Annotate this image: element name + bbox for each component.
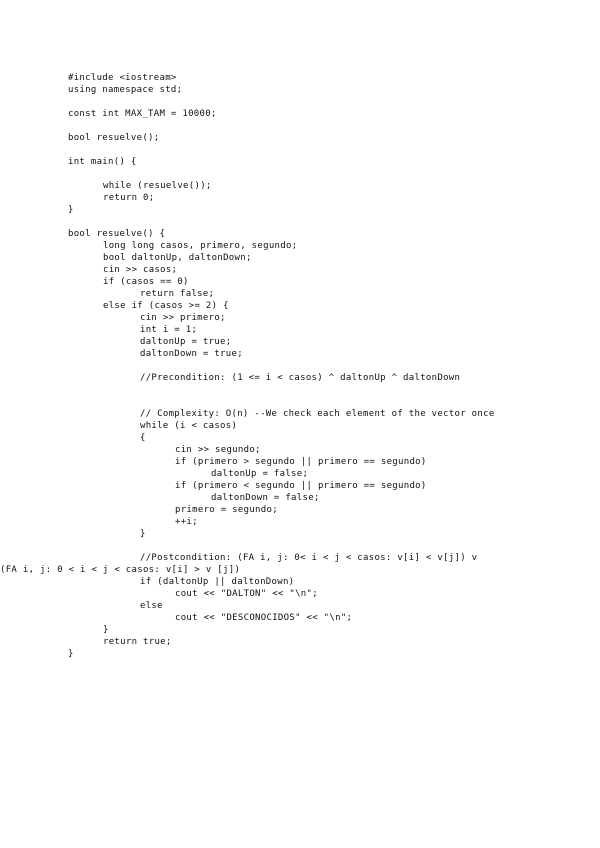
code-line: daltonDown = true; xyxy=(140,349,243,359)
code-line: } xyxy=(68,205,74,215)
code-line: #include <iostream> xyxy=(68,73,177,83)
code-line xyxy=(68,384,568,396)
code-line: while (i < casos) xyxy=(140,421,238,431)
code-line: int i = 1; xyxy=(140,325,198,335)
code-line xyxy=(68,144,568,156)
code-line: //Precondition: (1 <= i < casos) ^ daltonUp ^ daltonDown xyxy=(140,373,461,383)
code-line: return 0; xyxy=(103,193,155,203)
code-line: primero = segundo; xyxy=(175,505,278,515)
code-line xyxy=(68,360,568,372)
code-line: return false; xyxy=(140,289,215,299)
code-line: int main() { xyxy=(68,157,137,167)
code-line: } xyxy=(140,529,146,539)
code-line xyxy=(68,540,568,552)
code-line: // Complexity: O(n) --We check each element of the vector once xyxy=(140,409,495,419)
code-line: if (daltonUp || daltonDown) xyxy=(140,577,295,587)
code-line: //Postcondition: (FA i, j: 0< i < j < casos: v[i] < v[j]) v xyxy=(140,553,478,563)
code-line: if (casos == 0) xyxy=(103,277,189,287)
code-line: daltonDown = false; xyxy=(211,493,320,503)
code-line xyxy=(68,396,568,408)
code-line: daltonUp = false; xyxy=(211,469,309,479)
code-listing xyxy=(0,72,568,660)
code-line: bool daltonUp, daltonDown; xyxy=(103,253,252,263)
code-line: else xyxy=(140,601,163,611)
code-line: long long casos, primero, segundo; xyxy=(103,241,298,251)
code-line: using namespace std; xyxy=(68,85,183,95)
code-line: cin >> primero; xyxy=(140,313,226,323)
code-line: return true; xyxy=(103,637,172,647)
code-line xyxy=(68,168,568,180)
code-line: const int MAX_TAM = 10000; xyxy=(68,109,217,119)
code-line: else if (casos >= 2) { xyxy=(103,301,229,311)
code-line: { xyxy=(140,433,146,443)
code-line: bool resuelve(); xyxy=(68,133,160,143)
code-line: (FA i, j: 0 < i < j < casos: v[i] > v [j]) xyxy=(0,565,241,575)
code-line: cin >> casos; xyxy=(103,265,178,275)
code-line: cin >> segundo; xyxy=(175,445,261,455)
code-line: } xyxy=(68,649,74,659)
code-line: if (primero < segundo || primero == segundo) xyxy=(175,481,427,491)
code-line: daltonUp = true; xyxy=(140,337,232,347)
code-line xyxy=(68,96,568,108)
code-line: while (resuelve()); xyxy=(103,181,212,191)
code-line: if (primero > segundo || primero == segundo) xyxy=(175,457,427,467)
code-line xyxy=(68,120,568,132)
code-line: cout << "DESCONOCIDOS" << "\n"; xyxy=(175,613,353,623)
code-line: bool resuelve() { xyxy=(68,229,166,239)
code-line: cout << "DALTON" << "\n"; xyxy=(175,589,318,599)
code-line: ++i; xyxy=(175,517,198,527)
code-line xyxy=(68,216,568,228)
code-line: } xyxy=(103,625,109,635)
